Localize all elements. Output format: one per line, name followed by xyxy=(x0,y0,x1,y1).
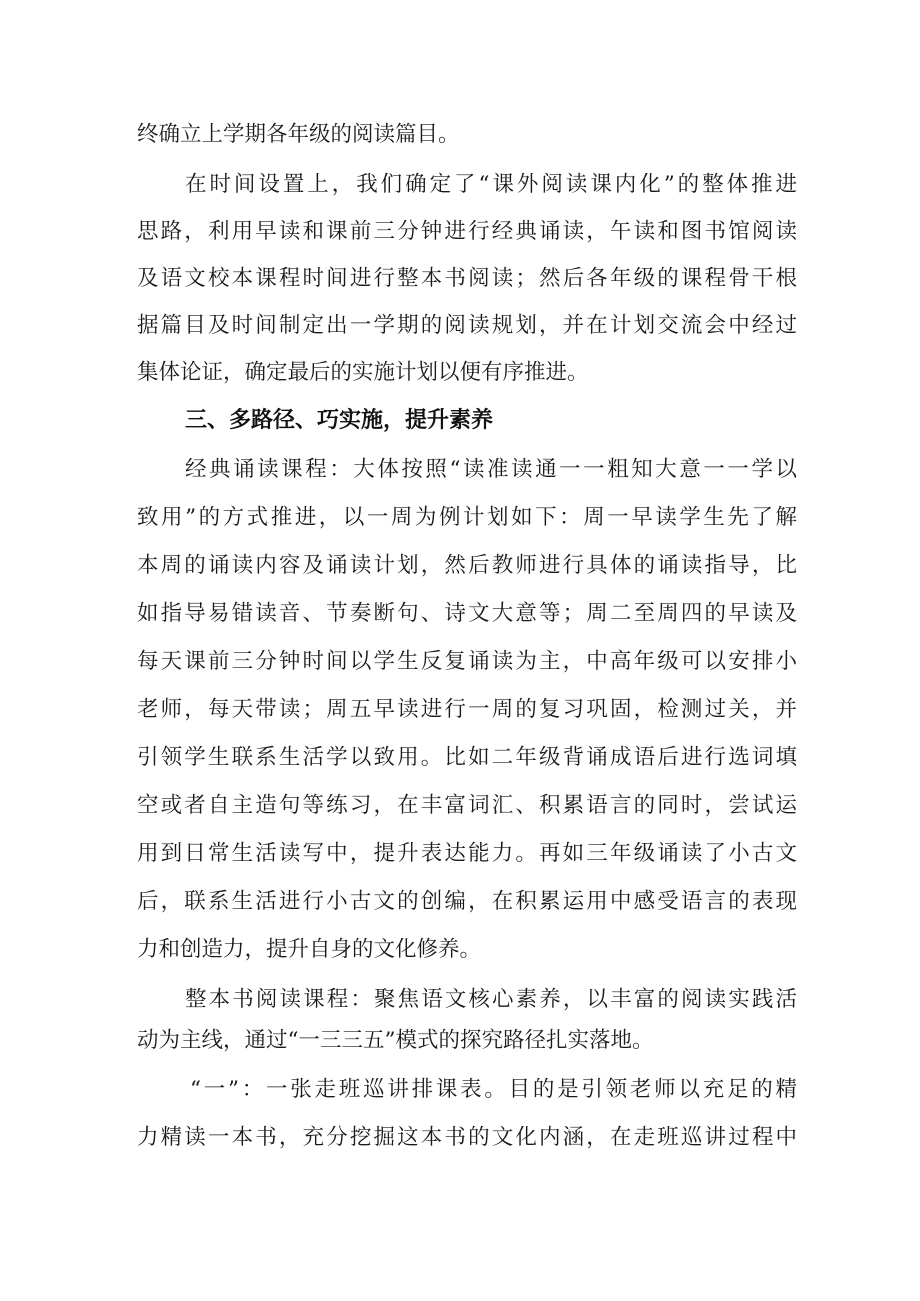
section-heading: 三、多路径、巧实施，提升素养 xyxy=(185,408,494,433)
text-line-4: 及语文校本课程时间进行整本书阅读；然后各年级的课程骨干根 xyxy=(137,266,797,291)
text-line-5: 据篇目及时间制定出一学期的阅读规划，并在计划交流会中经过 xyxy=(137,313,797,338)
text-line-17: 后，联系生活进行小古文的创编，在积累运用中感受语言的表现 xyxy=(137,889,797,914)
text-line-18: 力和创造力，提升自身的文化修养。 xyxy=(137,937,482,962)
text-line-9: 致用”的方式推进，以一周为例计划如下：周一早读学生先了解 xyxy=(137,505,797,530)
text-line-12: 每天课前三分钟时间以学生反复诵读为主，中高年级可以安排小 xyxy=(137,649,797,674)
text-line-15: 空或者自主造句等练习，在丰富词汇、积累语言的同时，尝试运 xyxy=(137,793,797,818)
text-line-8: 经典诵读课程：大体按照“读准读通一一粗知大意一一学以 xyxy=(185,457,797,482)
text-line-21: “一”：一张走班巡讲排课表。目的是引领老师以充足的精 xyxy=(190,1077,797,1102)
text-line-3: 思路，利用早读和课前三分钟进行经典诵读，午读和图书馆阅读 xyxy=(137,219,797,244)
text-line-22: 力精读一本书，充分挖掘这本书的文化内涵，在走班巡讲过程中 xyxy=(137,1125,797,1150)
text-line-20: 动为主线，通过“一三三五”模式的探究路径扎实落地。 xyxy=(137,1028,654,1053)
text-line-10: 本周的诵读内容及诵读计划，然后教师进行具体的诵读指导，比 xyxy=(137,553,797,578)
text-line-6: 集体论证，确定最后的实施计划以便有序推进。 xyxy=(137,360,589,385)
text-line-19: 整本书阅读课程：聚焦语文核心素养，以丰富的阅读实践活 xyxy=(185,987,797,1012)
text-line-14: 引领学生联系生活学以致用。比如二年级背诵成语后进行选词填 xyxy=(137,745,797,770)
text-line-16: 用到日常生活读写中，提升表达能力。再如三年级诵读了小古文 xyxy=(137,841,797,866)
text-line-11: 如指导易错读音、节奏断句、诗文大意等；周二至周四的早读及 xyxy=(137,601,797,626)
text-line-13: 老师，每天带读；周五早读进行一周的复习巩固，检测过关，并 xyxy=(137,697,797,722)
text-line-1: 终确立上学期各年级的阅读篇目。 xyxy=(137,122,460,147)
text-line-2: 在时间设置上，我们确定了“课外阅读课内化”的整体推进 xyxy=(185,172,797,197)
